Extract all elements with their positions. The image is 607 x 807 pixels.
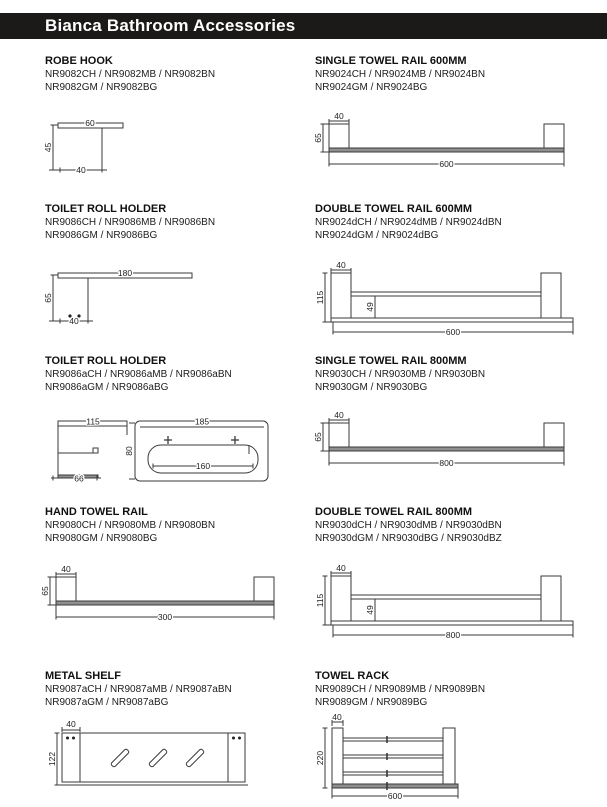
svg-text:40: 40 (76, 165, 86, 175)
product-title: TOILET ROLL HOLDER (45, 355, 167, 367)
product-models-line2: NR9030dGM / NR9030dBG / NR9030dBZ (315, 533, 502, 544)
product-title: DOUBLE TOWEL RAIL 600MM (315, 203, 473, 215)
product-card-double-towel-rail-800 (315, 506, 587, 670)
svg-text:40: 40 (336, 260, 346, 270)
product-models-line1: NR9089CH / NR9089MB / NR9089BN (315, 684, 486, 695)
page-header (0, 13, 607, 39)
product-card-single-towel-rail-600 (315, 55, 587, 203)
product-card-toilet-roll-holder-lid (45, 355, 317, 506)
technical-drawing-double-towel-rail-600 (315, 260, 577, 340)
product-card-towel-rack (315, 670, 587, 807)
svg-text:600: 600 (439, 159, 454, 169)
product-models-line2: NR9087aGM / NR9087aBG (45, 697, 169, 708)
svg-text:180: 180 (117, 268, 133, 278)
product-models-line1: NR9082CH / NR9082MB / NR9082BN (45, 69, 216, 80)
product-title: SINGLE TOWEL RAIL 800MM (315, 355, 467, 367)
product-card-single-towel-rail-800 (315, 355, 587, 506)
svg-text:160: 160 (195, 461, 211, 471)
svg-text:49: 49 (365, 605, 375, 615)
svg-text:600: 600 (445, 327, 461, 337)
product-models-line2: NR9086aGM / NR9086aBG (45, 382, 169, 393)
svg-text:40: 40 (336, 563, 346, 573)
svg-text:40: 40 (332, 712, 342, 722)
product-models-line1: NR9030CH / NR9030MB / NR9030BN (315, 369, 486, 380)
svg-text:40: 40 (334, 410, 344, 420)
technical-drawing-single-towel-rail-800 (313, 410, 570, 470)
product-card-hand-towel-rail (40, 506, 317, 670)
product-models-line2: NR9082GM / NR9082BG (45, 82, 158, 93)
svg-text:60: 60 (85, 118, 95, 128)
technical-drawing-towel-rack (315, 712, 467, 804)
technical-drawing-double-towel-rail-800 (315, 563, 577, 643)
product-title: TOWEL RACK (315, 670, 390, 682)
product-title: SINGLE TOWEL RAIL 600MM (315, 55, 467, 67)
svg-text:800: 800 (439, 458, 454, 468)
svg-text:66: 66 (74, 473, 84, 484)
product-title: METAL SHELF (45, 670, 121, 682)
product-models-line2: NR9080GM / NR9080BG (45, 533, 158, 544)
svg-text:115: 115 (315, 290, 325, 305)
svg-text:115: 115 (86, 416, 100, 427)
svg-text:220: 220 (315, 750, 325, 766)
product-models-line1: NR9030dCH / NR9030dMB / NR9030dBN (315, 520, 502, 531)
product-models-line2: NR9024dGM / NR9024dBG (315, 230, 439, 241)
svg-text:40: 40 (61, 564, 71, 574)
svg-text:40: 40 (69, 316, 79, 326)
svg-text:65: 65 (43, 293, 53, 303)
product-title: DOUBLE TOWEL RAIL 800MM (315, 506, 473, 518)
technical-drawing-robe-hook (45, 113, 137, 179)
svg-text:65: 65 (313, 133, 323, 143)
product-card-metal-shelf (45, 670, 317, 807)
product-card-double-towel-rail-600 (315, 203, 587, 355)
svg-text:300: 300 (157, 612, 173, 622)
svg-text:65: 65 (313, 432, 323, 442)
product-models-line2: NR9089GM / NR9089BG (315, 697, 428, 708)
technical-drawing-hand-towel-rail (40, 564, 280, 624)
technical-drawing-toilet-roll-holder-lid (45, 413, 275, 487)
svg-text:40: 40 (334, 111, 344, 121)
technical-drawing-toilet-roll-holder (45, 263, 197, 329)
technical-drawing-single-towel-rail-600 (313, 111, 570, 171)
product-models-line2: NR9086GM / NR9086BG (45, 230, 158, 241)
svg-text:800: 800 (445, 630, 461, 640)
product-title: TOILET ROLL HOLDER (45, 203, 167, 215)
product-card-robe-hook (45, 55, 317, 203)
svg-text:600: 600 (387, 791, 403, 801)
product-models-line1: NR9087aCH / NR9087aMB / NR9087aBN (45, 684, 232, 695)
technical-drawing-metal-shelf (45, 715, 255, 789)
product-models-line1: NR9086aCH / NR9086aMB / NR9086aBN (45, 369, 232, 380)
product-models-line1: NR9080CH / NR9080MB / NR9080BN (45, 520, 216, 531)
svg-text:80: 80 (124, 446, 134, 456)
svg-text:40: 40 (66, 719, 76, 729)
page-title: Bianca Bathroom Accessories (45, 16, 296, 35)
product-title: HAND TOWEL RAIL (45, 506, 148, 518)
svg-text:185: 185 (194, 416, 210, 427)
svg-text:49: 49 (365, 302, 375, 312)
svg-text:45: 45 (43, 142, 53, 153)
svg-text:122: 122 (47, 751, 57, 767)
product-title: ROBE HOOK (45, 55, 113, 67)
product-models-line1: NR9086CH / NR9086MB / NR9086BN (45, 217, 216, 228)
svg-text:65: 65 (40, 586, 50, 596)
product-models-line1: NR9024dCH / NR9024dMB / NR9024dBN (315, 217, 502, 228)
product-models-line1: NR9024CH / NR9024MB / NR9024BN (315, 69, 486, 80)
product-models-line2: NR9030GM / NR9030BG (315, 382, 428, 393)
product-card-toilet-roll-holder (45, 203, 317, 355)
product-models-line2: NR9024GM / NR9024BG (315, 82, 428, 93)
svg-text:115: 115 (315, 593, 325, 608)
